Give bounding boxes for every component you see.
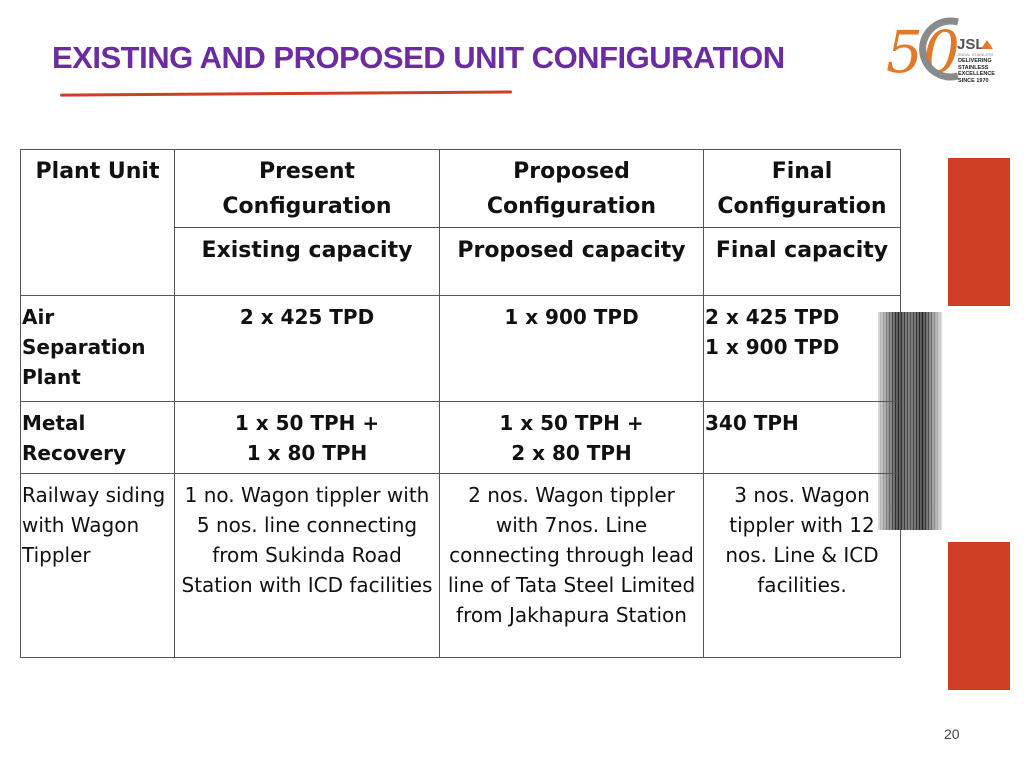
header-present-configuration: Present Configuration bbox=[175, 150, 440, 228]
configuration-table bbox=[20, 149, 901, 658]
logo-tagline: DELIVERING STAINLESS EXCELLENCE SINCE 1970 bbox=[958, 58, 995, 84]
title-underline bbox=[60, 90, 512, 96]
cell-proposed: 2 nos. Wagon tippler with 7nos. Line connecting through lead line of Tata Steel Limited from Jakhapura Station bbox=[440, 474, 704, 658]
decorative-red-bar-top bbox=[948, 158, 1010, 306]
logo-brand-sub: JINDAL STAINLESS bbox=[957, 52, 994, 57]
table-row bbox=[21, 474, 901, 658]
cell-final: 2 x 425 TPD 1 x 900 TPD bbox=[704, 296, 901, 402]
slide-title: EXISTING AND PROPOSED UNIT CONFIGURATION bbox=[52, 40, 785, 75]
header-final-configuration: Final Configuration bbox=[704, 150, 901, 228]
page-number: 20 bbox=[944, 726, 960, 742]
table-header-row bbox=[21, 150, 901, 228]
table-row bbox=[21, 402, 901, 474]
cell-present: 1 x 50 TPH + 1 x 80 TPH bbox=[175, 402, 440, 474]
cell-final: 3 nos. Wagon tippler with 12 nos. Line & ICD facilities. bbox=[704, 474, 901, 658]
jsl-logo bbox=[884, 14, 1016, 86]
logo-brand: JSL bbox=[957, 36, 985, 53]
subheader-proposed-capacity: Proposed capacity bbox=[440, 228, 704, 296]
cell-present: 2 x 425 TPD bbox=[175, 296, 440, 402]
subheader-final-capacity: Final capacity bbox=[704, 228, 901, 296]
cell-proposed: 1 x 900 TPD bbox=[440, 296, 704, 402]
header-proposed-configuration: Proposed Configuration bbox=[440, 150, 704, 228]
cell-proposed: 1 x 50 TPH + 2 x 80 TPH bbox=[440, 402, 704, 474]
decorative-red-bar-bottom bbox=[948, 542, 1010, 690]
subheader-existing-capacity: Existing capacity bbox=[175, 228, 440, 296]
logo-number: 50 bbox=[886, 18, 960, 86]
row-unit-metal-recovery: Metal Recovery bbox=[21, 402, 175, 474]
table-row bbox=[21, 296, 901, 402]
header-plant-unit: Plant Unit bbox=[21, 150, 175, 296]
cell-final: 340 TPH bbox=[704, 402, 901, 474]
cell-present: 1 no. Wagon tippler with 5 nos. line connecting from Sukinda Road Station with ICD facilities bbox=[175, 474, 440, 658]
row-unit-railway-siding: Railway siding with Wagon Tippler bbox=[21, 474, 175, 658]
row-unit-air-separation: Air Separation Plant bbox=[21, 296, 175, 402]
